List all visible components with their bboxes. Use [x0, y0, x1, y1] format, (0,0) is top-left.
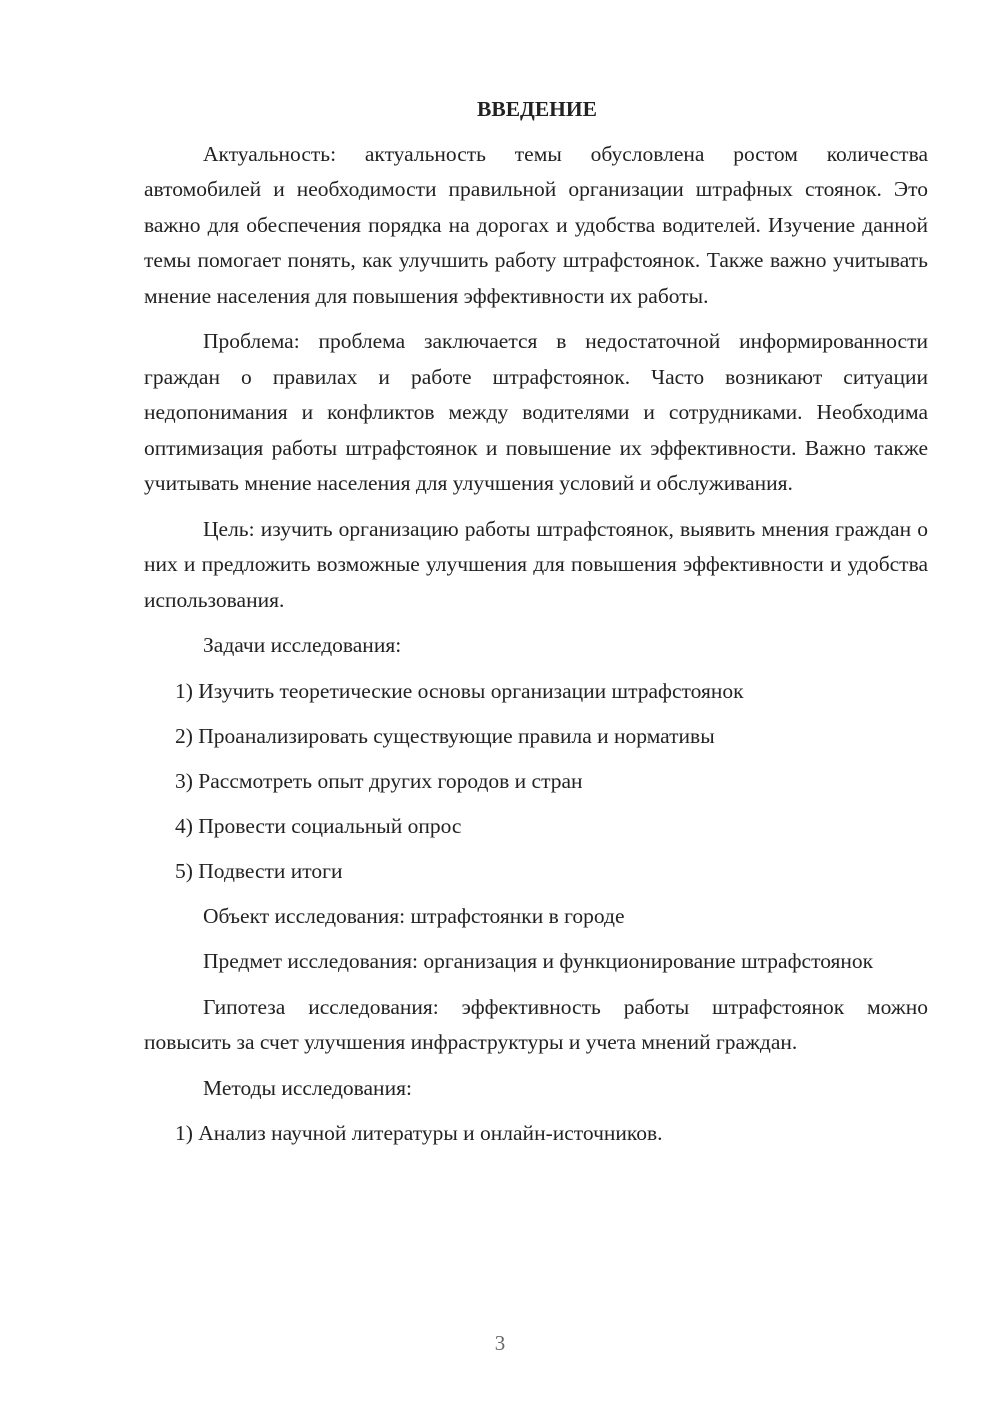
task-item: 4) Провести социальный опрос: [175, 813, 462, 838]
task-item: 1) Изучить теоретические основы организации штрафстоянок: [175, 678, 744, 703]
hypothesis-paragraph: Гипотеза исследования: эффективность работы штрафстоянок можно повысить за счет улучшения инфраструктуры и учета мнений граждан.: [144, 994, 928, 1054]
task-item: 3) Рассмотреть опыт других городов и стран: [175, 768, 583, 793]
methods-heading: Методы исследования:: [203, 1075, 412, 1100]
subject-paragraph: Предмет исследования: организация и функционирование штрафстоянок: [203, 949, 874, 973]
task-item: 2) Проанализировать существующие правила и нормативы: [175, 723, 715, 748]
problem-paragraph: Проблема: проблема заключается в недостаточной информированности граждан о правилах и работе штрафстоянок. Часто возникают ситуации недопонимания и конфликтов между водителями и сотрудниками. Необходима оптимизация работы штрафстоянок и повышение их эффективности. Важно также учитывать мнение населения для улучшения условий и обслуживания.: [144, 329, 928, 495]
goal-paragraph: Цель: изучить организацию работы штрафстоянок, выявить мнения граждан о них и предложить возможные улучшения для повышения эффективности и удобства использования.: [144, 516, 928, 612]
section-title: ВВЕДЕНИЕ: [477, 97, 597, 121]
relevance-paragraph: Актуальность: актуальность темы обусловлена ростом количества автомобилей и необходимости правильной организации штрафных стоянок. Это важно для обеспечения порядка на дорогах и удобства водителей. Изучение данной темы помогает понять, как улучшить работу штрафстоянок. Также важно учитывать мнение населения для повышения эффективности их работы.: [144, 141, 928, 308]
page-number: 3: [494, 1331, 506, 1355]
task-item: 5) Подвести итоги: [175, 858, 343, 883]
document-page: [144, 92, 928, 1161]
method-item: 1) Анализ научной литературы и онлайн-источников.: [175, 1121, 663, 1145]
object-paragraph: Объект исследования: штрафстоянки в городе: [203, 903, 625, 928]
tasks-heading: Задачи исследования:: [203, 633, 402, 657]
